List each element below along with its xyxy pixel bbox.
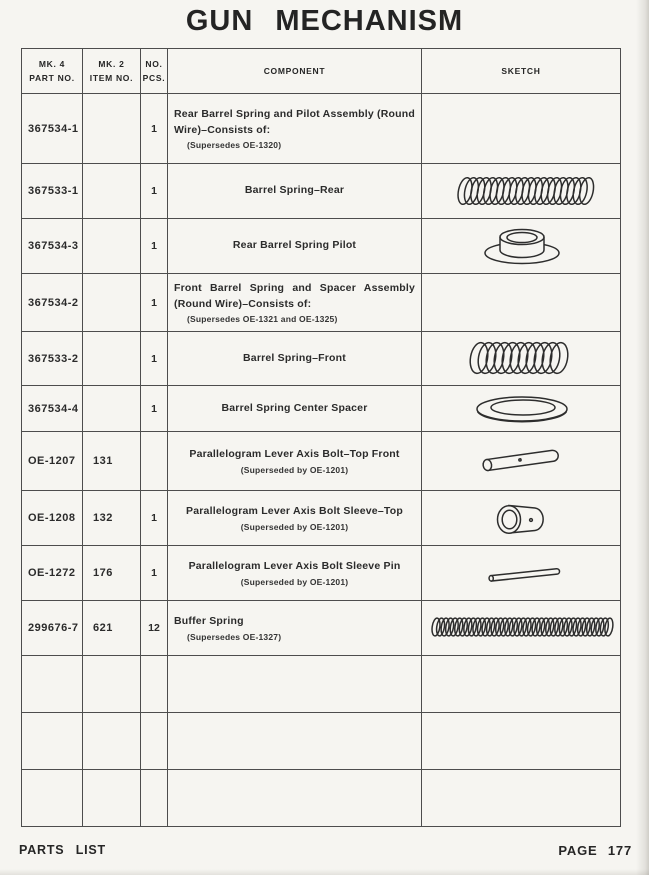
pcs-cell (141, 713, 168, 770)
table-row (22, 219, 621, 274)
part-number-cell: 367533-2 (22, 332, 83, 386)
header-component: COMPONENT (168, 49, 422, 94)
part-number-cell: OE-1207 (22, 432, 83, 491)
table-row (22, 713, 621, 770)
table-row (22, 491, 621, 546)
header-item-no: MK. 2 ITEM NO. (83, 49, 141, 94)
item-number-cell (83, 386, 141, 432)
table-header-row (22, 49, 621, 94)
item-number-cell (83, 713, 141, 770)
parts-table (21, 48, 621, 827)
table-row (22, 386, 621, 432)
pcs-cell: 1 (141, 332, 168, 386)
pcs-cell (141, 432, 168, 491)
item-number-cell: 176 (83, 546, 141, 601)
item-number-cell: 132 (83, 491, 141, 546)
component-note: (Supersedes OE-1327) (187, 631, 282, 642)
pcs-cell (141, 656, 168, 713)
component-note: (Superseded by OE-1201) (240, 521, 349, 532)
component-note: (Superseded by OE-1201) (240, 576, 349, 587)
component-text: Parallelogram Lever Axis Bolt Sleeve Pin (188, 560, 401, 573)
sketch-cell (422, 601, 621, 656)
table-row (22, 770, 621, 827)
sketch-cell (422, 432, 621, 491)
sketch-cell (422, 94, 621, 164)
sketch-cell (422, 546, 621, 601)
item-number-cell (83, 219, 141, 274)
part-number-cell: OE-1208 (22, 491, 83, 546)
part-number-cell: 299676-7 (22, 601, 83, 656)
pcs-cell: 1 (141, 491, 168, 546)
component-cell (168, 546, 422, 601)
part-number-cell: 367534-2 (22, 274, 83, 332)
component-text: Rear Barrel Spring Pilot (232, 239, 357, 252)
item-number-cell: 621 (83, 601, 141, 656)
component-cell (168, 386, 422, 432)
flanged-pilot-icon (423, 220, 620, 273)
component-text: Buffer Spring (174, 615, 244, 628)
spacer-ring-icon (423, 387, 620, 431)
page-bottom-shadow (0, 869, 649, 875)
component-text: Rear Barrel Spring and Pilot Assembly (Round Wire)–Consists of: (174, 108, 415, 136)
component-cell (168, 164, 422, 219)
part-number-cell: 367534-4 (22, 386, 83, 432)
item-number-cell (83, 770, 141, 827)
item-number-cell (83, 656, 141, 713)
table-row (22, 332, 621, 386)
component-cell (168, 770, 422, 827)
sketch-cell (422, 770, 621, 827)
table-row (22, 164, 621, 219)
component-text: Barrel Spring–Front (243, 351, 346, 364)
coil-spring-icon (423, 165, 620, 218)
component-cell (168, 601, 422, 656)
component-note: (Superseded by OE-1201) (240, 464, 349, 475)
bolt-sleeve-icon (423, 492, 620, 545)
part-number-cell (22, 770, 83, 827)
component-cell (168, 94, 422, 164)
pcs-cell: 12 (141, 601, 168, 656)
footer-page-number: PAGE 177 (558, 843, 632, 858)
sketch-cell (422, 274, 621, 332)
footer-parts-list-label: PARTS LIST (19, 843, 106, 857)
component-text: Barrel Spring–Rear (244, 184, 345, 197)
pcs-cell: 1 (141, 274, 168, 332)
item-number-cell (83, 274, 141, 332)
pcs-cell: 1 (141, 219, 168, 274)
part-number-cell (22, 656, 83, 713)
sketch-cell (422, 332, 621, 386)
component-cell (168, 713, 422, 770)
component-cell (168, 274, 422, 332)
component-cell (168, 491, 422, 546)
pcs-cell (141, 770, 168, 827)
component-note: (Supersedes OE-1321 and OE-1325) (187, 313, 338, 324)
item-number-cell (83, 332, 141, 386)
sketch-cell (422, 164, 621, 219)
table-row (22, 94, 621, 164)
part-number-cell: 367534-3 (22, 219, 83, 274)
header-pcs: NO. PCS. (141, 49, 168, 94)
sleeve-pin-icon (423, 547, 620, 600)
buffer-spring-icon (423, 602, 620, 655)
item-number-cell: 131 (83, 432, 141, 491)
pcs-cell: 1 (141, 94, 168, 164)
component-text: Barrel Spring Center Spacer (221, 401, 368, 414)
item-number-cell (83, 94, 141, 164)
sketch-cell (422, 656, 621, 713)
page-edge-shadow (636, 0, 649, 875)
component-text: Parallelogram Lever Axis Bolt Sleeve–Top (186, 505, 403, 518)
table-row (22, 656, 621, 713)
part-number-cell (22, 713, 83, 770)
part-number-cell: OE-1272 (22, 546, 83, 601)
table-row (22, 546, 621, 601)
header-sketch: SKETCH (422, 49, 621, 94)
sketch-cell (422, 386, 621, 432)
sketch-cell (422, 219, 621, 274)
item-number-cell (83, 164, 141, 219)
pcs-cell: 1 (141, 164, 168, 219)
component-cell (168, 332, 422, 386)
bolt-rod-icon (423, 433, 620, 490)
table-row (22, 432, 621, 491)
pcs-cell: 1 (141, 386, 168, 432)
pcs-cell: 1 (141, 546, 168, 601)
part-number-cell: 367533-1 (22, 164, 83, 219)
component-note: (Supersedes OE-1320) (187, 139, 282, 150)
page-title: GUN MECHANISM (185, 5, 464, 37)
component-cell (168, 656, 422, 713)
table-row (22, 601, 621, 656)
coil-spring-icon (423, 333, 620, 385)
sketch-cell (422, 491, 621, 546)
component-text: Parallelogram Lever Axis Bolt–Top Front (189, 448, 400, 461)
component-cell (168, 219, 422, 274)
header-part-no: MK. 4 PART NO. (22, 49, 83, 94)
component-cell (168, 432, 422, 491)
table-row (22, 274, 621, 332)
component-text: Front Barrel Spring and Spacer Assembly (Round Wire)–Consists of: (174, 282, 415, 310)
sketch-cell (422, 713, 621, 770)
part-number-cell: 367534-1 (22, 94, 83, 164)
